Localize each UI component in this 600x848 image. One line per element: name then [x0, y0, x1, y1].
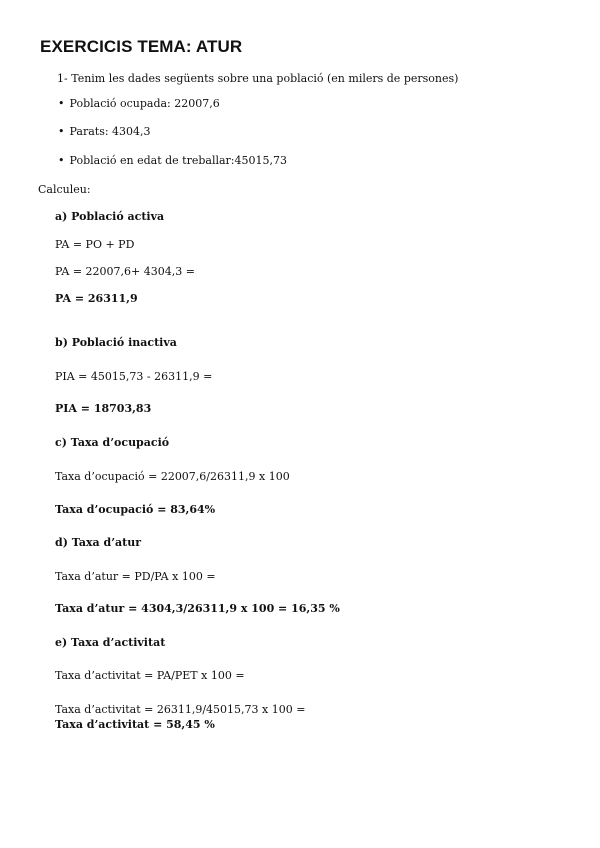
bullet-working-age-population: • Població en edat de treballar:45015,73: [58, 154, 287, 167]
formula-line: Taxa d’activitat = PA/PET x 100 =: [55, 669, 245, 682]
page-title: EXERCICIS TEMA: ATUR: [40, 37, 243, 56]
heading-inactive-population: b) Població inactiva: [55, 336, 177, 349]
bullet-occupied-population: • Població ocupada: 22007,6: [58, 97, 220, 110]
result-line: PA = 26311,9: [55, 292, 138, 305]
heading-occupation-rate: c) Taxa d’ocupació: [55, 436, 170, 449]
formula-line: Taxa d’ocupació = 22007,6/26311,9 x 100: [55, 470, 290, 483]
formula-line: PIA = 45015,73 - 26311,9 =: [55, 370, 213, 383]
result-line: PIA = 18703,83: [55, 402, 152, 415]
result-line: Taxa d’ocupació = 83,64%: [55, 503, 216, 516]
formula-line: Taxa d’atur = PD/PA x 100 =: [55, 570, 216, 583]
heading-unemployment-rate: d) Taxa d’atur: [55, 536, 142, 549]
heading-activity-rate: e) Taxa d’activitat: [55, 636, 166, 649]
bullet-unemployed: • Parats: 4304,3: [58, 125, 151, 138]
calculate-label: Calculeu:: [38, 183, 91, 196]
result-line: Taxa d’activitat = 58,45 %: [55, 718, 215, 731]
formula-line: PA = 22007,6+ 4304,3 =: [55, 265, 195, 278]
heading-active-population: a) Població activa: [55, 210, 165, 223]
formula-line: Taxa d’activitat = 26311,9/45015,73 x 100 =: [55, 703, 306, 716]
exercise-intro: 1- Tenim les dades següents sobre una població (en milers de persones): [57, 72, 459, 85]
formula-line: PA = PO + PD: [55, 238, 135, 251]
result-line: Taxa d’atur = 4304,3/26311,9 x 100 = 16,35 %: [55, 602, 340, 615]
